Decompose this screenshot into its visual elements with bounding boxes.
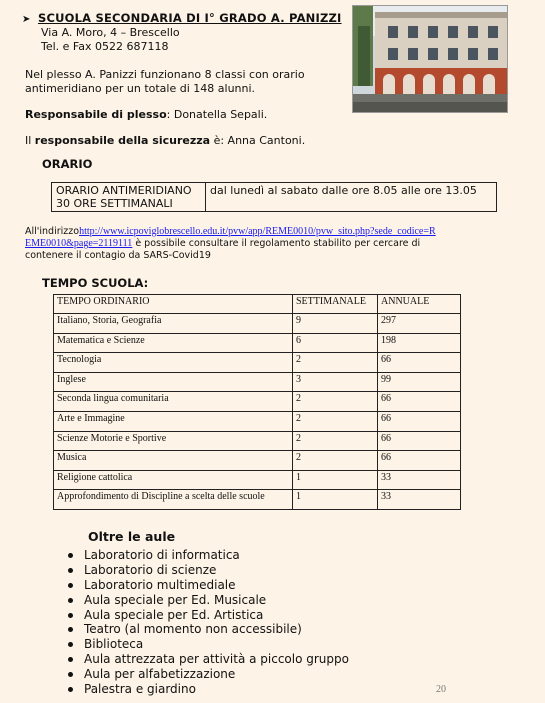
list-item: Laboratorio multimediale — [65, 578, 349, 593]
subject-cell: Arte e Immagine — [54, 411, 293, 431]
orario-schedule-cell: dal lunedì al sabato dalle ore 8.05 alle ore 13.05 — [206, 183, 497, 212]
school-phone: Tel. e Fax 0522 687118 — [41, 40, 169, 53]
annual-hours-cell: 99 — [378, 372, 461, 392]
header-tempo-ordinario: TEMPO ORDINARIO — [54, 295, 293, 314]
subject-cell: Musica — [54, 451, 293, 471]
intro-line-2: antimeridiano per un totale di 148 alunni. — [25, 82, 256, 95]
table-header-row — [54, 295, 461, 314]
arrow-bullet-icon: ➤ — [22, 14, 31, 25]
subject-cell: Scienze Motorie e Sportive — [54, 431, 293, 451]
table-row — [54, 353, 461, 373]
link-url-line-1: http://www.icpoviglobrescello.edu.it/pvw/app/REME0010/pvw_sito.php?sede_codice=R — [79, 226, 436, 237]
school-building-image — [353, 6, 507, 112]
orario-type-line-1: ORARIO ANTIMERIDIANO — [56, 184, 192, 197]
link-suffix-2: contenere il contagio da SARS-Covid19 — [25, 250, 211, 261]
weekly-hours-cell: 3 — [293, 372, 378, 392]
table-row — [54, 392, 461, 412]
weekly-hours-cell: 2 — [293, 411, 378, 431]
orario-type-line-2: 30 ORE SETTIMANALI — [56, 197, 173, 210]
subject-cell: Approfondimento di Discipline a scelta delle scuole — [54, 490, 293, 510]
intro-line-1: Nel plesso A. Panizzi funzionano 8 classi con orario — [25, 68, 305, 81]
weekly-hours-cell: 1 — [293, 470, 378, 490]
link-prefix: All'indirizzo — [25, 226, 80, 237]
annual-hours-cell: 297 — [378, 314, 461, 334]
school-address: Via A. Moro, 4 – Brescello — [41, 26, 180, 39]
table-row — [54, 451, 461, 471]
table-row — [54, 411, 461, 431]
orario-table — [51, 182, 497, 212]
weekly-hours-cell: 2 — [293, 392, 378, 412]
tempo-scuola-table — [53, 294, 461, 510]
responsabile-label: Responsabile di plesso — [25, 108, 167, 121]
annual-hours-cell: 66 — [378, 411, 461, 431]
table-row — [54, 490, 461, 510]
subject-cell: Inglese — [54, 372, 293, 392]
subject-cell: Religione cattolica — [54, 470, 293, 490]
annual-hours-cell: 66 — [378, 431, 461, 451]
weekly-hours-cell: 9 — [293, 314, 378, 334]
weekly-hours-cell: 2 — [293, 451, 378, 471]
sicurezza-label: responsabile della sicurezza — [34, 134, 211, 147]
header-annuale: ANNUALE — [378, 295, 461, 314]
table-row — [54, 333, 461, 353]
annual-hours-cell: 66 — [378, 392, 461, 412]
responsabile-sicurezza — [25, 134, 305, 148]
responsabile-plesso — [25, 108, 267, 122]
list-item: Teatro (al momento non accessibile) — [65, 622, 349, 637]
link-url-line-2: EME0010&page=2119111 — [25, 238, 133, 249]
school-building-photo — [352, 5, 508, 113]
sicurezza-prefix: Il — [25, 134, 35, 147]
weekly-hours-cell: 6 — [293, 333, 378, 353]
responsabile-value: : Donatella Sepali. — [166, 108, 268, 121]
annual-hours-cell: 33 — [378, 470, 461, 490]
list-item: Biblioteca — [65, 637, 349, 652]
list-item: Palestra e giardino — [65, 682, 349, 697]
list-item: Laboratorio di scienze — [65, 563, 349, 578]
subject-cell: Seconda lingua comunitaria — [54, 392, 293, 412]
tempo-scuola-heading: TEMPO SCUOLA: — [42, 276, 149, 290]
list-item: Aula per alfabetizzazione — [65, 667, 349, 682]
subject-cell: Italiano, Storia, Geografia — [54, 314, 293, 334]
annual-hours-cell: 66 — [378, 451, 461, 471]
orario-heading: ORARIO — [42, 157, 93, 171]
list-item: Aula attrezzata per attività a piccolo gruppo — [65, 652, 349, 667]
regolamento-paragraph — [25, 226, 495, 262]
link-suffix-1: è possibile consultare il regolamento stabilito per cercare di — [132, 238, 421, 249]
table-row — [54, 314, 461, 334]
annual-hours-cell: 66 — [378, 353, 461, 373]
facilities-list — [65, 548, 349, 697]
school-title: ➤ SCUOLA SECONDARIA DI I° GRADO A. PANIZZI — [22, 11, 342, 25]
subject-cell: Tecnologia — [54, 353, 293, 373]
table-row — [54, 470, 461, 490]
annual-hours-cell: 198 — [378, 333, 461, 353]
table-row — [54, 431, 461, 451]
weekly-hours-cell: 1 — [293, 490, 378, 510]
list-item: Aula speciale per Ed. Musicale — [65, 593, 349, 608]
sicurezza-value: è: Anna Cantoni. — [210, 134, 306, 147]
list-item: Aula speciale per Ed. Artistica — [65, 608, 349, 623]
list-item: Laboratorio di informatica — [65, 548, 349, 563]
weekly-hours-cell: 2 — [293, 353, 378, 373]
weekly-hours-cell: 2 — [293, 431, 378, 451]
annual-hours-cell: 33 — [378, 490, 461, 510]
subject-cell: Matematica e Scienze — [54, 333, 293, 353]
orario-type-cell — [52, 183, 206, 212]
page-number: 20 — [436, 684, 446, 695]
header-settimanale: SETTIMANALE — [293, 295, 378, 314]
table-row — [54, 372, 461, 392]
oltre-le-aule-heading: Oltre le aule — [88, 529, 176, 544]
